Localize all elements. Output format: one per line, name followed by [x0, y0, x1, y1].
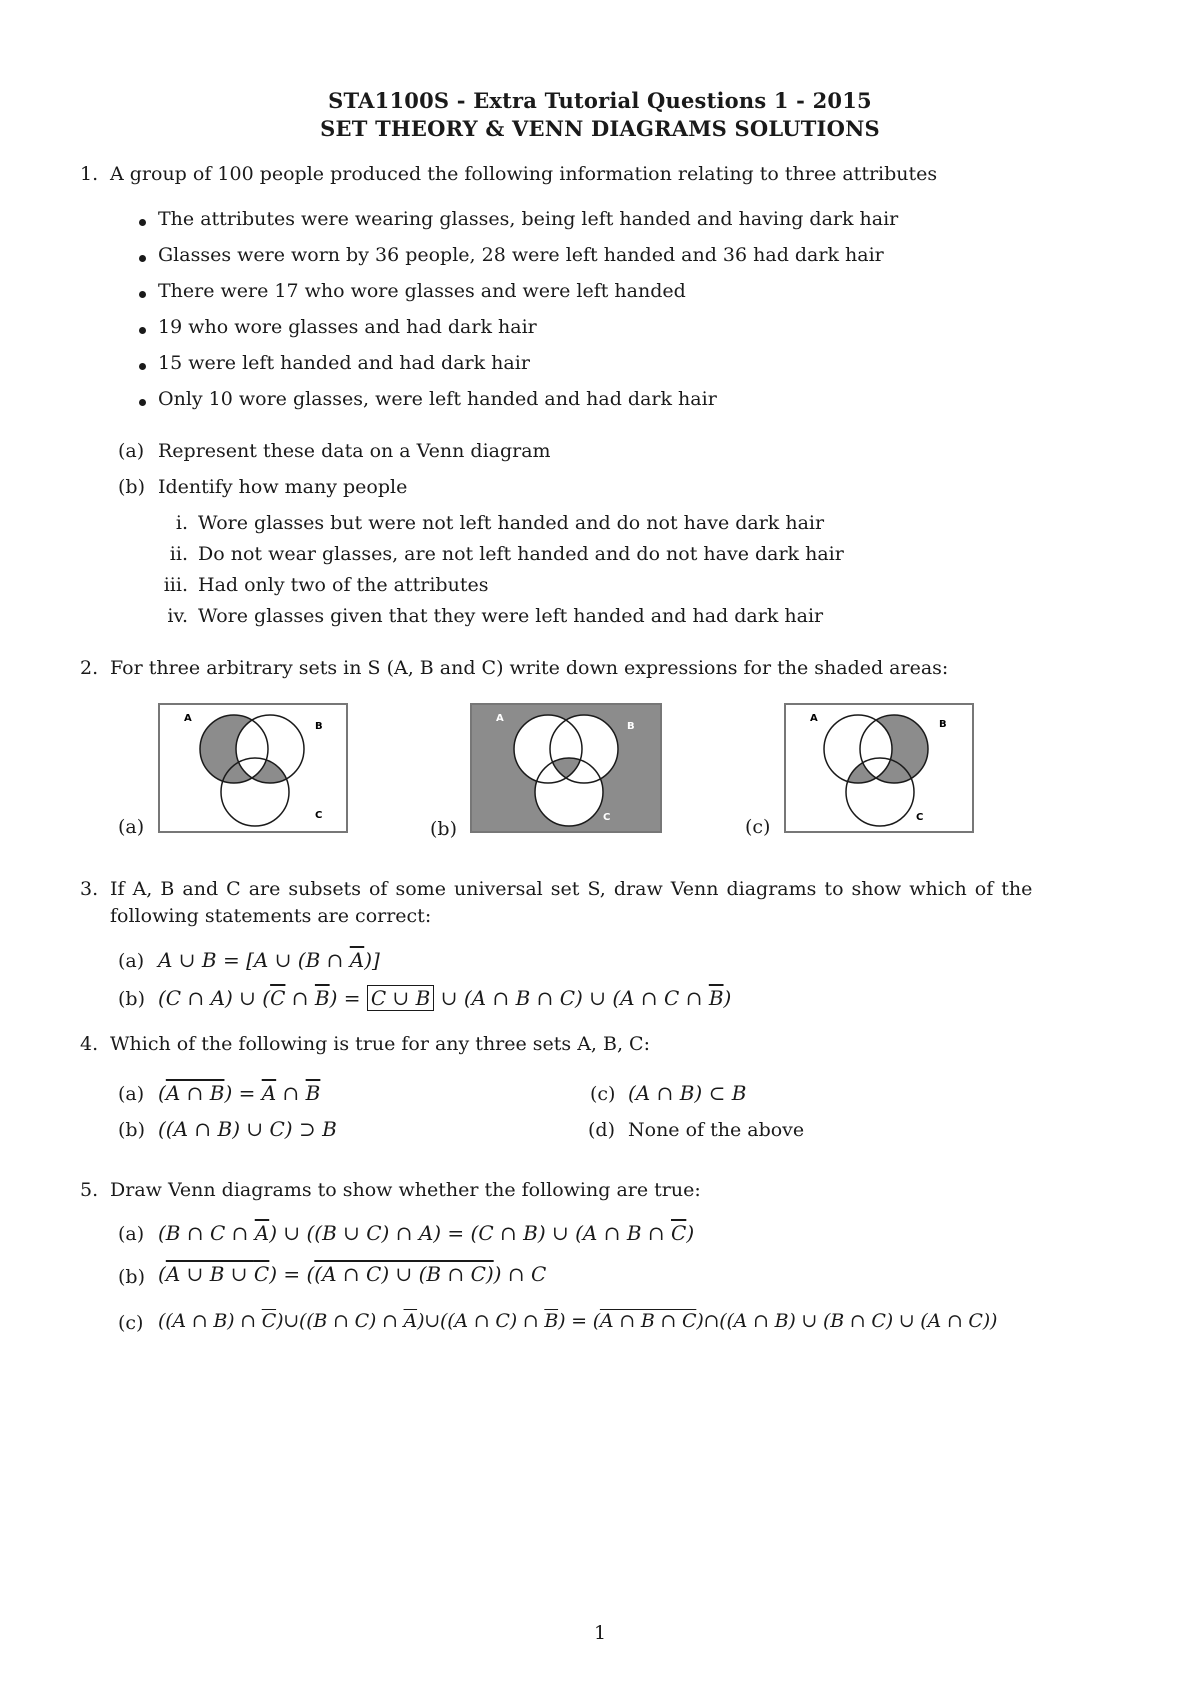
q1b-text: Identify how many people: [158, 476, 408, 498]
q3a-label: (a): [118, 950, 145, 972]
q1b-ii-text: Do not wear glasses, are not left handed and do not have dark hair: [198, 543, 844, 565]
q2c-caption: (c): [745, 816, 771, 838]
q1b-iv-text: Wore glasses given that they were left handed and had dark hair: [198, 605, 824, 627]
q3-text-line2: following statements are correct:: [110, 905, 432, 927]
q1b-iii-text: Had only two of the attributes: [198, 574, 489, 596]
page-title: STA1100S - Extra Tutorial Questions 1 - 2015: [328, 88, 872, 113]
q5b-equation: (A ∪ B ∪ C) = ((A ∩ C) ∪ (B ∩ C)) ∩ C: [158, 1262, 547, 1286]
q1-bullet-4: 19 who wore glasses and had dark hair: [158, 316, 537, 338]
q3a-equation: A ∪ B = [A ∪ (B ∩ $\overline{A}$)]: [158, 948, 380, 972]
label-c: C: [916, 812, 924, 823]
bullet-icon: [139, 219, 146, 226]
q1b-i-label: i.: [175, 512, 188, 534]
bullet-icon: [139, 363, 146, 370]
q1-bullet-5: 15 were left handed and had dark hair: [158, 352, 530, 374]
q1-bullet-1: The attributes were wearing glasses, being left handed and having dark hair: [158, 208, 899, 230]
bullet-icon: [139, 291, 146, 298]
q4d-text: None of the above: [628, 1119, 805, 1141]
label-b: B: [627, 721, 635, 732]
q4-number: 4.: [80, 1033, 99, 1055]
q5b-label: (b): [118, 1266, 145, 1288]
q4c-equation: (A ∩ B) ⊂ B: [628, 1081, 747, 1105]
q1a-text: Represent these data on a Venn diagram: [158, 440, 551, 462]
q1b-i-text: Wore glasses but were not left handed and do not have dark hair: [198, 512, 825, 534]
q4b-equation: ((A ∩ B) ∪ C) ⊃ B: [158, 1117, 337, 1141]
page-number: 1: [593, 1622, 607, 1644]
label-c: C: [603, 812, 611, 823]
q3b-equation: (C ∩ A) ∪ ($\overline{C}$ ∩ $\overline{B}) = C$ ∪ B ∪ (A ∩ B ∩ C) ∪ (A ∩ C ∩ $\overline{B}$): [158, 986, 732, 1010]
q3b-label: (b): [118, 988, 145, 1010]
q5-number: 5.: [80, 1179, 99, 1201]
venn-diagram-b: [470, 703, 662, 833]
q3-number: 3.: [80, 878, 99, 900]
label-b: B: [315, 721, 323, 732]
q1b-iv-label: iv.: [167, 605, 188, 627]
q2b-caption: (b): [430, 818, 457, 840]
bullet-icon: [139, 399, 146, 406]
page-subtitle: SET THEORY & VENN DIAGRAMS SOLUTIONS: [320, 116, 880, 141]
q3-text-line1: If A, B and C are subsets of some universal set S, draw Venn diagrams to show which of the: [110, 878, 1033, 900]
q2-text: For three arbitrary sets in S (A, B and C) write down expressions for the shaded areas:: [110, 657, 949, 679]
q1b-label: (b): [118, 476, 145, 498]
q4a-label: (a): [118, 1083, 145, 1105]
q4-text: Which of the following is true for any three sets A, B, C:: [110, 1033, 650, 1055]
q1-number: 1.: [80, 163, 99, 185]
q4d-label: (d): [588, 1119, 615, 1141]
q1a-label: (a): [118, 440, 145, 462]
bullet-icon: [139, 255, 146, 262]
q5-text: Draw Venn diagrams to show whether the following are true:: [110, 1179, 701, 1201]
q5a-label: (a): [118, 1223, 145, 1245]
q4b-label: (b): [118, 1119, 145, 1141]
label-b: B: [939, 719, 947, 730]
q1-text: A group of 100 people produced the following information relating to three attributes: [110, 163, 938, 185]
q5c-equation: ((A ∩ B) ∩ $\overline{C})\cup((B$ ∩ C) ∩ $\overline{A})\cup((A$ ∩ C) ∩ $\overline{B}) = (A$ ∩ B ∩ C)∩((A ∩ B) ∪ (B ∩ C) ∪ (A ∩ C)): [158, 1310, 998, 1332]
bullet-icon: [139, 327, 146, 334]
venn-diagram-c: [784, 703, 974, 833]
q1b-iii-label: iii.: [163, 574, 188, 596]
venn-diagram-a: [158, 703, 348, 833]
label-a: A: [496, 713, 504, 724]
label-c: C: [315, 810, 323, 821]
q1-bullet-3: There were 17 who wore glasses and were left handed: [158, 280, 686, 302]
q2a-caption: (a): [118, 816, 145, 838]
q4c-label: (c): [590, 1083, 616, 1105]
label-a: A: [810, 713, 818, 724]
q5c-label: (c): [118, 1312, 144, 1334]
q1b-ii-label: ii.: [169, 543, 188, 565]
q5a-equation: (B ∩ C ∩ $\overline{A}$) ∪ ((B ∪ C) ∩ A) = (C ∩ B) ∪ (A ∩ B ∩ $\overline{C}$): [158, 1221, 695, 1245]
q1-bullet-6: Only 10 wore glasses, were left handed and had dark hair: [158, 388, 717, 410]
q4a-equation: (A ∩ $B) = \overline{A}$ ∩ $\overline{B}$: [158, 1081, 321, 1105]
q2-number: 2.: [80, 657, 99, 679]
q1-bullet-2: Glasses were worn by 36 people, 28 were left handed and 36 had dark hair: [158, 244, 884, 266]
label-a: A: [184, 713, 192, 724]
